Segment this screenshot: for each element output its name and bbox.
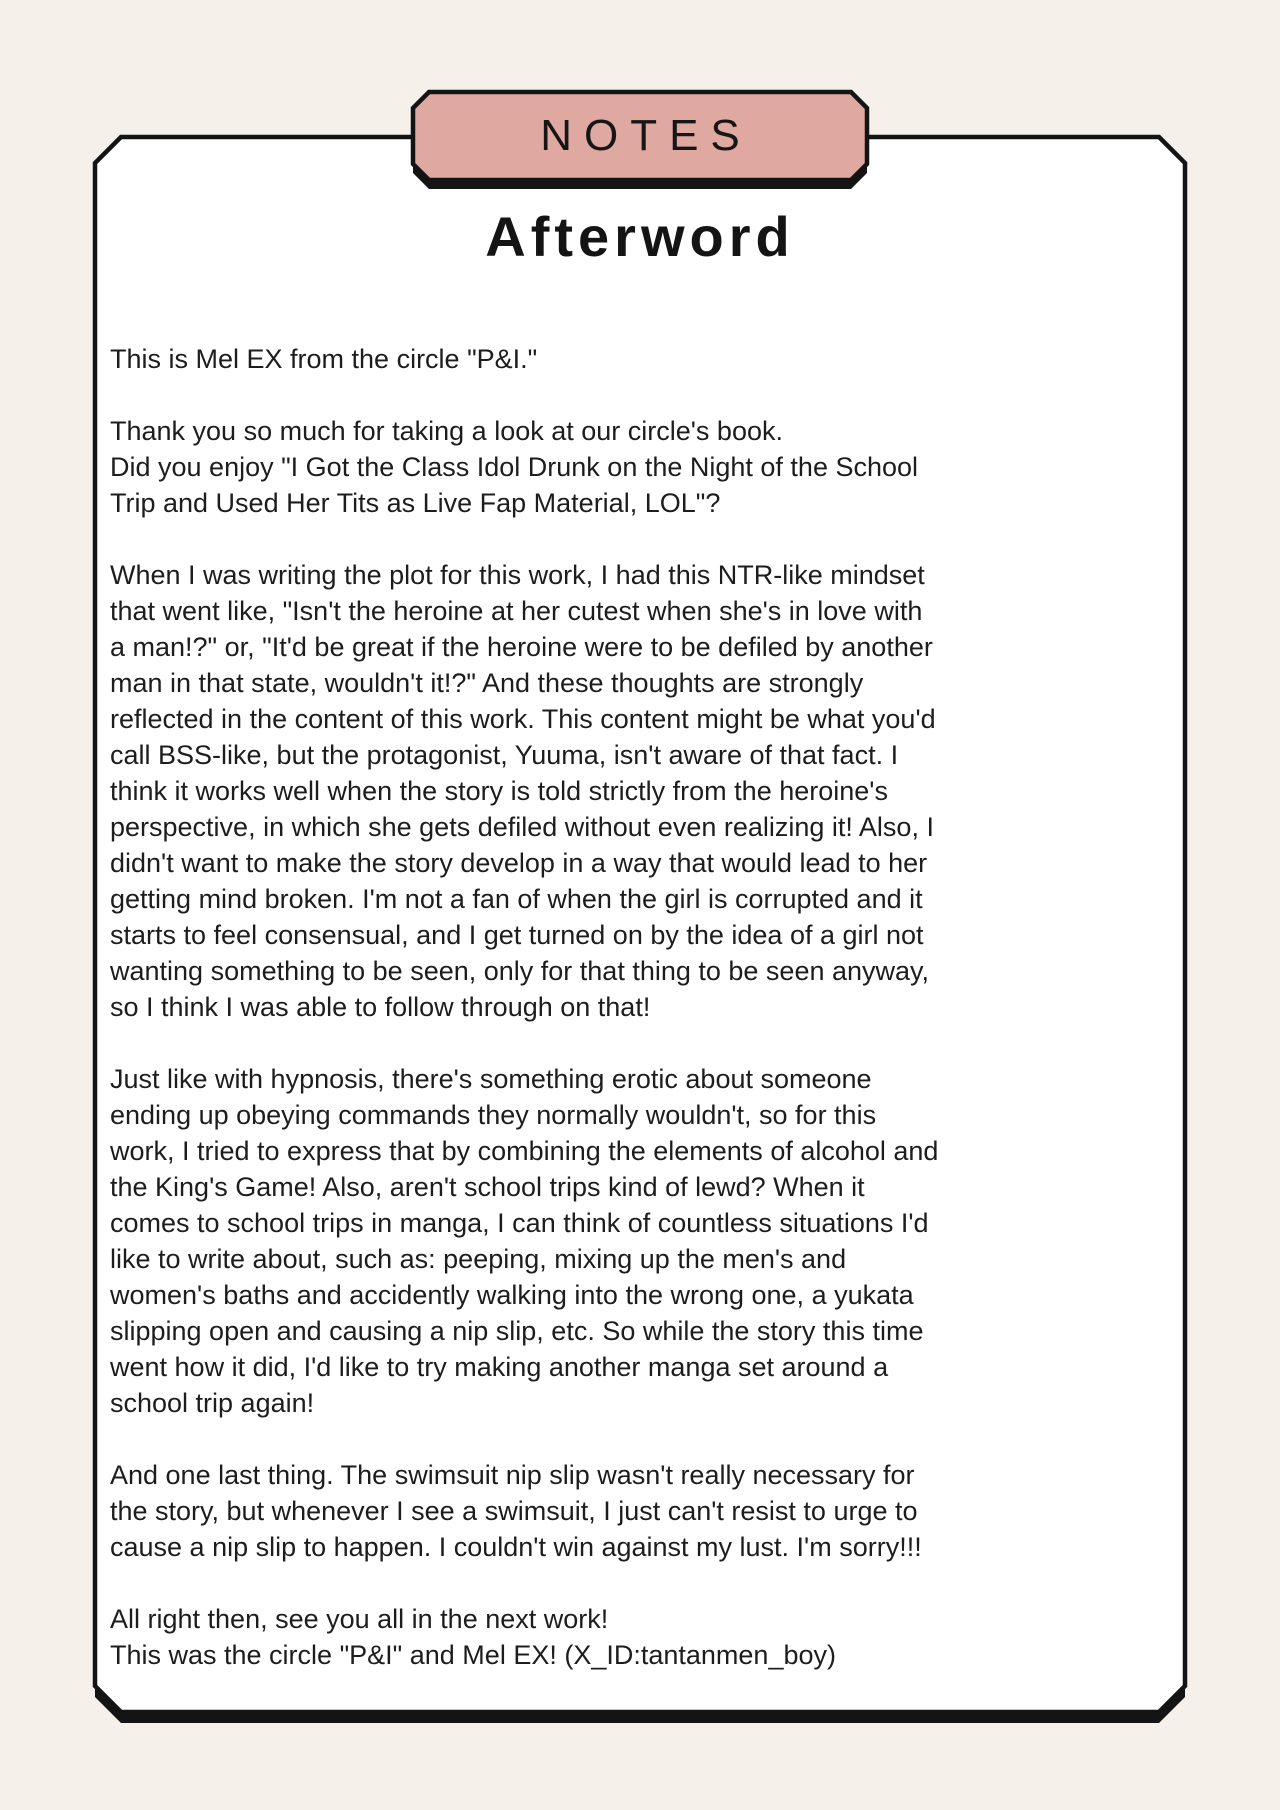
notes-tab-label: NOTES: [540, 111, 752, 160]
paragraph: [110, 1061, 1160, 1421]
page-title: Afterword: [485, 204, 795, 268]
paragraph-line: cause a nip slip to happen. I couldn't win against my lust. I'm sorry!!!: [110, 1532, 922, 1562]
paragraph-line: think it works well when the story is told strictly from the heroine's: [110, 776, 888, 806]
paragraph-line: ending up obeying commands they normally wouldn't, so for this: [110, 1100, 877, 1130]
paragraph-line: This is Mel EX from the circle "P&I.": [110, 344, 538, 374]
paragraph: [110, 1601, 1160, 1673]
paragraph-line: Trip and Used Her Tits as Live Fap Material, LOL"?: [110, 488, 721, 518]
paragraph-line: school trip again!: [110, 1388, 315, 1418]
paragraph: [110, 413, 1160, 521]
afterword-body: [110, 341, 1160, 1673]
paragraph-line: When I was writing the plot for this work, I had this NTR-like mindset: [110, 560, 925, 590]
paragraph: [110, 557, 1160, 1025]
paragraph-line: that went like, "Isn't the heroine at her cutest when she's in love with: [110, 596, 923, 626]
paragraph-line: And one last thing. The swimsuit nip slip wasn't really necessary for: [110, 1460, 915, 1490]
paragraph-line: Did you enjoy "I Got the Class Idol Drunk on the Night of the School: [110, 452, 919, 482]
paragraph-line: wanting something to be seen, only for that thing to be seen anyway,: [110, 956, 930, 986]
paragraph-line: a man!?" or, "It'd be great if the heroine were to be defiled by another: [110, 632, 933, 662]
paragraph-line: perspective, in which she gets defiled without even realizing it! Also, I: [110, 812, 934, 842]
paragraph-line: didn't want to make the story develop in a way that would lead to her: [110, 848, 928, 878]
paragraph-line: Just like with hypnosis, there's something erotic about someone: [110, 1064, 872, 1094]
paragraph-line: work, I tried to express that by combining the elements of alcohol and: [110, 1136, 939, 1166]
paragraph-line: the King's Game! Also, aren't school trips kind of lewd? When it: [110, 1172, 865, 1202]
paragraph-line: so I think I was able to follow through on that!: [110, 992, 651, 1022]
paragraph-line: man in that state, wouldn't it!?" And these thoughts are strongly: [110, 668, 864, 698]
paragraph-line: comes to school trips in manga, I can think of countless situations I'd: [110, 1208, 929, 1238]
paragraph-line: All right then, see you all in the next work!: [110, 1604, 609, 1634]
paragraph: [110, 341, 1160, 377]
paragraph: [110, 1457, 1160, 1565]
paragraph-line: the story, but whenever I see a swimsuit, I just can't resist to urge to: [110, 1496, 918, 1526]
paragraph-line: This was the circle "P&I" and Mel EX! (X_ID:tantanmen_boy): [110, 1640, 836, 1670]
paragraph-line: getting mind broken. I'm not a fan of when the girl is corrupted and it: [110, 884, 923, 914]
paragraph-line: like to write about, such as: peeping, mixing up the men's and: [110, 1244, 847, 1274]
paragraph-line: starts to feel consensual, and I get turned on by the idea of a girl not: [110, 920, 924, 950]
paragraph-line: reflected in the content of this work. This content might be what you'd: [110, 704, 936, 734]
paragraph-line: slipping open and causing a nip slip, etc. So while the story this time: [110, 1316, 924, 1346]
paragraph-line: call BSS-like, but the protagonist, Yuuma, isn't aware of that fact. I: [110, 740, 899, 770]
paragraph-line: women's baths and accidently walking into the wrong one, a yukata: [110, 1280, 914, 1310]
paragraph-line: Thank you so much for taking a look at our circle's book.: [110, 416, 783, 446]
paragraph-line: went how it did, I'd like to try making another manga set around a: [110, 1352, 889, 1382]
